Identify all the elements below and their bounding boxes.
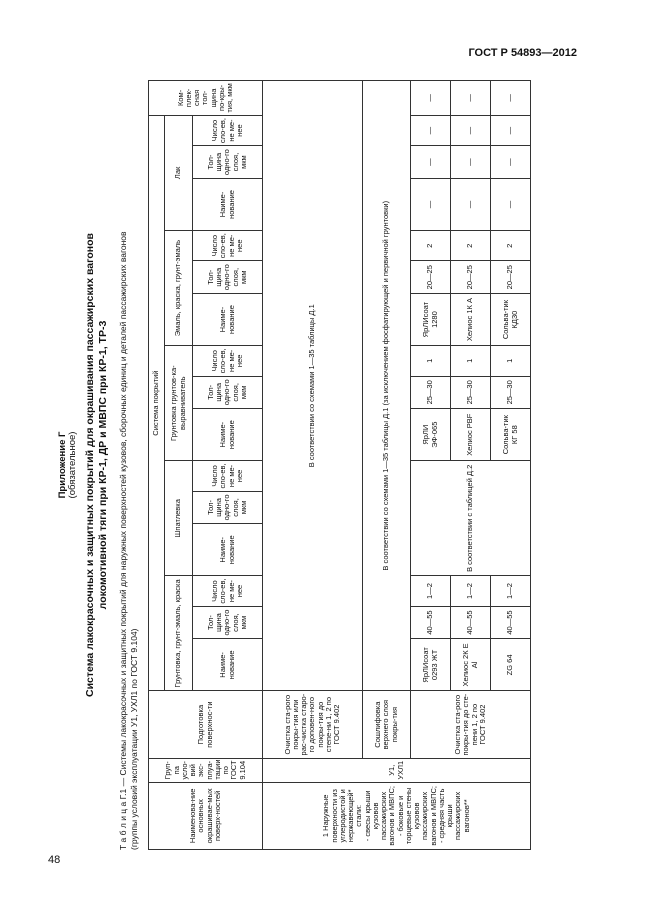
complex-thickness: — xyxy=(491,81,531,116)
caption-line-2: (группы условий эксплуатации У1, УХЛ1 по ГОСТ 9.104) xyxy=(128,628,139,850)
caption-line-1: Т а б л и ц а Г.1 — Системы лакокрасочных и защитных покрытий для наружных поверхностей кузовов, сборочных единиц и деталей пассажирских вагонов xyxy=(118,231,128,850)
table-row-spanned: В соответствии со схемами 1—35 таблицы Д.1 (за исключением фосфатирующей и первичной грунтовки) xyxy=(363,81,411,691)
col-header-leveler: Грунтовка грунтов-ка-выравниватель xyxy=(165,346,193,461)
enamel-layers: 2 xyxy=(411,231,451,261)
rotated-sheet xyxy=(40,75,580,855)
lacquer-thickness: — xyxy=(451,146,491,179)
sub-header-thickness: Тол-щина одно-го слоя, мкм xyxy=(193,261,263,294)
primer-thickness: 40—55 xyxy=(491,606,531,639)
col-header-surface: Наименова-ние основных окрашивае-мых поверх-ностей xyxy=(149,782,263,849)
col-header-primer: Грунтовка, грунт-эмаль, краска xyxy=(165,576,193,691)
sub-header-name: Наиме-нование xyxy=(193,178,263,230)
col-header-system: Система покрытий xyxy=(149,115,165,691)
enamel-name: Сольва-тик КД30 xyxy=(491,294,531,346)
primer-name: ZG 64 xyxy=(491,639,531,691)
col-header-enamel: Эмаль, краска, грунт-эмаль xyxy=(165,231,193,346)
primer-thickness: 40—55 xyxy=(451,606,491,639)
sub-header-thickness: Тол-щина одно-го слоя, мкм xyxy=(193,376,263,409)
lacquer-layers: — xyxy=(451,115,491,146)
sub-header-layers: Число сло-ев, не ме-нее xyxy=(193,346,263,376)
putty-reference: В соответствии с таблицей Д.2 xyxy=(411,461,531,576)
lacquer-name: — xyxy=(451,178,491,230)
sub-header-layers: Число сло-ев, не ме-нее xyxy=(193,461,263,491)
sub-header-name: Наиме-нование xyxy=(193,294,263,346)
surface-line: 1 Наружные поверхности из углеродистой и нержавеющей* стали: xyxy=(321,789,364,843)
complex-thickness: — xyxy=(451,81,491,116)
leveler-layers: 1 xyxy=(491,346,531,376)
leveler-thickness: 25—30 xyxy=(411,376,451,409)
primer-thickness: 40—55 xyxy=(411,606,451,639)
page-number: 48 xyxy=(48,854,61,866)
primer-layers: 1—2 xyxy=(451,576,491,606)
sub-header-name: Наиме-нование xyxy=(193,524,263,576)
table-row-prep: Очистка ста-рого покры-тия или рас-чистка старо-го доповен-ного покры-тия до степе-ни 1, 2 по ГОСТ 9.402 xyxy=(263,691,363,758)
sub-header-name: Наиме-нование xyxy=(193,639,263,691)
leveler-name: Хелиос PBF xyxy=(451,409,491,461)
leveler-thickness: 25—30 xyxy=(451,376,491,409)
surface-line: - средняя часть крыши пассажирских вагонов** xyxy=(436,788,471,844)
complex-thickness: — xyxy=(411,81,451,116)
table-row-prep: Сошлифовка верхнего слоя покры-тия xyxy=(363,691,411,758)
enamel-layers: 2 xyxy=(451,231,491,261)
sub-header-name: Наиме-нование xyxy=(193,409,263,461)
lacquer-thickness: — xyxy=(491,146,531,179)
lacquer-name: — xyxy=(491,178,531,230)
sub-header-layers: Число сло-ев, не ме-нее xyxy=(193,115,263,146)
col-header-complex-thickness: Ком-плек-сная тол-щина по-кры-тия, мкм xyxy=(149,81,263,116)
group-cell: У1, УХЛ1 xyxy=(263,758,531,782)
surface-line: - боковые и торцевые стены кузовов пассажирских вагонов и МВПС; xyxy=(395,786,438,846)
sub-header-layers: Число сло-ев, не ме-нее xyxy=(193,231,263,261)
table-row-spanned: В соответствии со схемами 1—35 таблицы Д.1 xyxy=(263,81,363,691)
col-header-group: Груп-па усло-вий экс-плуа-тации по ГОСТ 9.104 xyxy=(149,758,263,782)
lacquer-layers: — xyxy=(491,115,531,146)
primer-name: ЯрЛИсоат 0293 ЖТ xyxy=(411,639,451,691)
enamel-layers: 2 xyxy=(491,231,531,261)
annex-status: (обязательное) xyxy=(67,431,79,499)
leveler-layers: 1 xyxy=(451,346,491,376)
document-title xyxy=(84,75,110,855)
lacquer-thickness: — xyxy=(411,146,451,179)
leveler-name: Сольва-тик КГ 58 xyxy=(491,409,531,461)
standard-header: ГОСТ Р 54893—2012 xyxy=(468,47,577,59)
leveler-layers: 1 xyxy=(411,346,451,376)
coating-systems-table xyxy=(148,80,531,850)
enamel-thickness: 20—25 xyxy=(491,261,531,294)
annex-heading xyxy=(58,75,79,855)
annex-title: Приложение Г xyxy=(57,431,68,499)
lacquer-layers: — xyxy=(411,115,451,146)
table-caption xyxy=(118,80,139,850)
leveler-name: ЯрЛИ ЭФ-065 xyxy=(411,409,451,461)
col-header-lacquer: Лак xyxy=(165,115,193,230)
lacquer-name: — xyxy=(411,178,451,230)
title-line-2: локомотивной тяги при КР-1, ДР и МВПС при КР-1, ТР-3 xyxy=(97,320,110,610)
sub-header-thickness: Тол-щина одно-го слоя, мкм xyxy=(193,606,263,639)
enamel-name: Хелиос 1К А xyxy=(451,294,491,346)
leveler-thickness: 25—30 xyxy=(491,376,531,409)
primer-name: Хелиос 2К Е Al xyxy=(451,639,491,691)
col-header-putty: Шпатлевка xyxy=(165,461,193,576)
table-row-prep: Очистка ста-рого покры-тия до сте-пени 1, 2 по ГОСТ 9.402 xyxy=(411,691,531,758)
col-header-preparation: Подготовка поверхнос-ти xyxy=(149,691,263,758)
enamel-thickness: 20—25 xyxy=(411,261,451,294)
sub-header-thickness: Тол-щина одно-го слоя, мкм xyxy=(193,491,263,524)
enamel-thickness: 20—25 xyxy=(451,261,491,294)
sub-header-thickness: Тол-щина одно-го слоя, мкм xyxy=(193,146,263,179)
title-line-1: Система лакокрасочных и защитных покрытий для окрашивания пассажирских вагонов xyxy=(84,233,96,697)
enamel-name: ЯрЛИсоат 1280 xyxy=(411,294,451,346)
primer-layers: 1—2 xyxy=(491,576,531,606)
primer-layers: 1—2 xyxy=(411,576,451,606)
sub-header-layers: Число сло-ев, не ме-нее xyxy=(193,576,263,606)
surface-cell xyxy=(263,782,531,849)
surface-line: - свесы крыши кузовов пассажирских вагонов и МВПС; xyxy=(362,786,397,846)
